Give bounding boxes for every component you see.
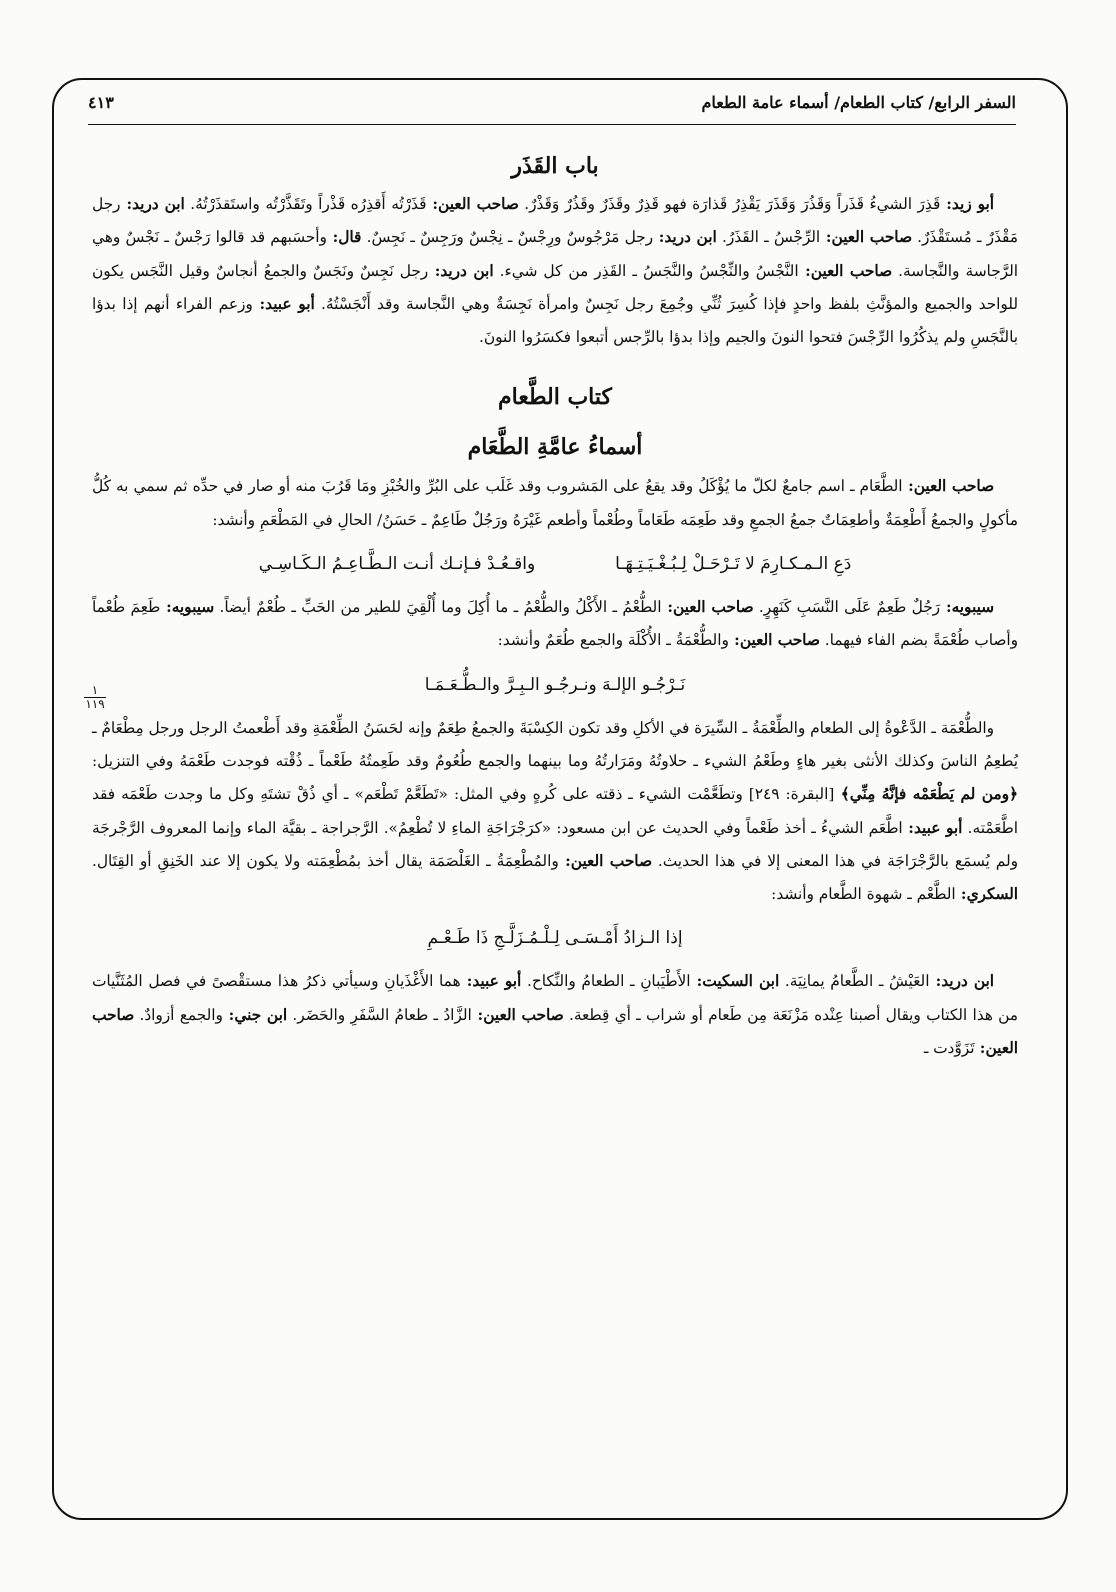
source-attribution: صاحب العين: <box>728 631 820 650</box>
verse-1 <box>92 547 1018 581</box>
body-text: والطُّعْمَة ـ الدَّعْوةُ إلى الطعام والطِّعْمَةُ ـ السِّيرَة في الأكلِ وقد تكون الكِسْبَةَ والجمعُ طِعَمٌ وإنه لحَسَنُ الطِّعْمَةِ وقد أَطْعمتُ الرجل ورجل مِطْعَامٌ ـ يُطعِمُ الناسَ وكذلك الأنثى بغير هاءٍ وطَعْمُ الشيء ـ حلاوتُهُ ومَرَارتُهُ وما بينهما والجمع طُعُومٌ وقد طَعِمتُهُ طَعْماً ـ ذُقْته فوجدت طَعْمَهُ وفي التنزيل: <box>92 718 1018 770</box>
body-text: وزعم الفراء أنهم إذا بدؤا بالنَّجَسِ ولم يذكُرُوا الرِّجْسَ فتحوا النونَ والجيم وإذا بدؤا بالرِّجس أتبعوا فكسَرُوا النونَ. <box>92 294 1018 347</box>
body-text: الأَطْيَبانِ ـ الطعامُ والنِّكاح. <box>521 972 691 991</box>
paragraph-taam-3 <box>92 712 1018 912</box>
body-text: والمُطْعِمَةُ ـ الغَلْصَمَة يقال أخذ بمُطْعِمَته ولا يكون إلا عند الخَنِقِ أو القِتَال. <box>92 851 559 870</box>
paragraph-taam-4 <box>92 965 1018 1065</box>
section-heading-food-names: أسماءُ عامَّةِ الطَّعَام <box>467 434 643 461</box>
source-attribution: قال: <box>326 228 362 247</box>
source-attribution: صاحب العين: <box>471 1005 564 1024</box>
header-rule <box>88 124 1016 125</box>
page-content <box>92 146 1018 1502</box>
page-number: ٤١٣ <box>88 93 114 112</box>
body-text: وأحسَبهم قد قالوا رَجْسٌ ـ نَجْسٌ وهي الرَّجاسة والنَّجاسة. <box>92 228 1019 280</box>
source-attribution: صاحب العين: <box>426 195 519 213</box>
source-attribution: سيبويه: <box>160 598 215 617</box>
body-text: رجل مَقْذَرٌ ـ مُستَقْذَرٌ. <box>92 195 1018 247</box>
paragraph-taam-1 <box>92 470 1018 537</box>
source-attribution: ابن دريد: <box>120 195 185 213</box>
source-attribution: ابن دريد: <box>929 972 995 991</box>
body-text: طَعِمَ طُعْماً وأصاب طُعْمَةً بضم الفاء فيهما. <box>92 598 1018 650</box>
source-attribution: صاحب العين: <box>902 477 994 496</box>
body-text: العَيْشُ ـ الطَّعامُ يمانِيَة. <box>779 972 930 991</box>
running-header <box>88 93 1016 112</box>
body-text: الطَّعَام ـ اسم جامعٌ لكلّ ما يُؤْكَلُ وقد يقعُ على المَشروب وقد غَلَب على البُرِّ والخُبْزِ ومَا قَرُبَ منه أو صار في حدِّه ثم سمي به كُلُّ مأكولٍ والجمعُ أَطْعِمَةٌ وأطعِمَاتٌ جمعُ الجمعِ وقد طَعِمَه طَعَاماً وطُعْماً وأطعم غَيْرَهُ ورَجُلٌ طَاعِمٌ ـ حَسَنُ/ الحالِ في المَطْعَمِ وأنشد: <box>92 477 1018 529</box>
body-text: الطَّعْم ـ شهوة الطَّعام وأنشد: <box>771 885 956 904</box>
body-text: والطُّعْمَةُ ـ الأُكْلَة والجمع طُعَمٌ وأنشد: <box>497 631 729 650</box>
section-heading-qadhar: باب القَذَر <box>511 153 599 179</box>
source-attribution: ابن السكيت: <box>690 972 780 991</box>
source-attribution: صاحب العين: <box>92 1005 1018 1058</box>
source-attribution: سيبويه: <box>940 598 994 617</box>
source-attribution: ابن دريد: <box>653 228 717 247</box>
paragraph-taam-2 <box>92 591 1018 658</box>
source-attribution: أبو عبيد: <box>460 972 522 991</box>
verse-3-text: إذا الـزادُ أَمْـسَـى لِـلْـمُـزَلَّـجِ ذَا طَـعْـمِ <box>427 928 683 949</box>
source-attribution: ﴿ومن لم يَطْعَمْه فإنَّهُ مِنِّي﴾ <box>834 785 1018 804</box>
body-text: رَجُلٌ طَعِمٌ عَلَى النَّسَبِ كَنَهِرٍ. <box>753 598 941 617</box>
body-text: الرِّجْسُ ـ القَذَرُ. <box>716 228 821 247</box>
body-text: تَزَوَّدت ـ <box>923 1039 975 1058</box>
source-attribution: صاحب العين: <box>820 228 912 247</box>
body-text: والجمع أزوادٌ. <box>134 1005 223 1024</box>
body-text: الزَّادُ ـ طعامُ السَّفَرِ والحَضَر. <box>287 1005 472 1024</box>
source-attribution: أبو زيد: <box>940 195 995 213</box>
body-text: [البقرة: ٢٤٩] وتطَعَّمْت الشيء ـ ذقته على كُرهٍ وفي المثل: «تَطَعَّمْ تَطْعَم» ـ أي ذُقْ تشتَهِ وكل ما وجدت طَعْمَه فقد اطَّعَمْته. <box>92 785 1018 837</box>
source-attribution: السكري: <box>955 885 1018 904</box>
source-attribution: صاحب العين: <box>798 261 893 280</box>
source-attribution: ابن دريد: <box>428 261 494 280</box>
body-text: قَذَرْتُه أَقذِرُه قَذْراً وتَقَذَّرْتُه واستَقذَرْتُهُ. <box>184 195 427 213</box>
body-text: قَذِرَ الشيءُ قَذَراً وَقَذُرَ وَقَذَرَ يَقْذِرُ قَذارَة فهو قَذِرٌ وقَذَرٌ وقَذُرٌ وَقَذْرٌ. <box>518 195 941 213</box>
body-text: هما الأَغْذَيانِ وسيأتي ذكرُ هذا مستقْصىً في فصل المُثَنَّيات من هذا الكتاب ويقال أصبنا عِنْده مَزْنَعَة مِن طَعام أو شراب ـ أي قِطعة. <box>92 972 1019 1024</box>
marginal-denominator: ١١٩ <box>85 697 105 711</box>
body-text: النَّجْسُ والنِّجْسُ والنَّجَسُ ـ القَذِر من كل شيء. <box>493 261 799 280</box>
verse-2 <box>92 668 1018 702</box>
verse-2-text: نَـرْجُـو الإلـهَ ونـرجُـو الـبِـرَّ والـطُّـعَـمَـا <box>424 674 686 695</box>
marginal-numerator: ١ <box>84 684 106 698</box>
body-text: الطُّعْمُ ـ الأَكْلُ والطُّعْمُ ـ ما أُكِلَ وما أُلْقِيَ للطير من الحَبِّ ـ طُعْمٌ أيضاً. <box>214 598 662 617</box>
verse-1-second-hemistich: واقـعُـدْ فـإنـك أنـت الـطَّـاعِـمُ الـكَـاسِـي <box>258 554 536 575</box>
source-attribution: صاحب العين: <box>661 598 754 617</box>
verse-1-first-hemistich: دَعِ الـمـكـارِمَ لا تَـرْحَـلْ لِـبُـغْـيَـتِـهَـا <box>615 554 852 575</box>
source-attribution: ابن جني: <box>222 1005 288 1024</box>
source-attribution: أبو عبيد: <box>902 818 963 837</box>
body-text: رجل مَرْجُوسٌ ورِجْسٌ ـ نِجْسٌ ورَجِسٌ ـ نَجِسٌ. <box>361 228 653 247</box>
body-text: اطَّعَم الشيءُ ـ أخذ طَعْماً وفي الحديث عن ابن مسعود: «كرَجْرَاجَةِ الماءِ لا تُطْعِمُ». الرَّجراجة ـ بقيَّة الماء وإنما المعروف الرَّجْرجَة ولم يُسمَع بالرَّجْرَاجَة في هذا المعنى إلا في هذا الحديث. <box>92 818 1018 870</box>
running-title: السفر الرابع/ كتاب الطعام/ أسماء عامة الطعام <box>701 93 1016 112</box>
book-title: كتاب الطَّعام <box>498 384 612 411</box>
body-text: رجل نَجِسٌ ونَجَسٌ والجمعُ أنجاسٌ وقيل النَّجَس يكون للواحد والجميع والمؤنَّثِ بلفظ واحدٍ فإذا كُسِرَ ثُنِّي وجُمِعَ رجل نَجِسٌ وامرأة نَجِسَةٌ وهي النَّجاسة وقد أَنْجَسْتُهُ. <box>92 261 1018 313</box>
verse-3 <box>92 921 1018 955</box>
paragraph-qadhar <box>92 188 1018 354</box>
source-attribution: أبو عبيد: <box>252 294 315 313</box>
source-attribution: صاحب العين: <box>558 851 652 870</box>
